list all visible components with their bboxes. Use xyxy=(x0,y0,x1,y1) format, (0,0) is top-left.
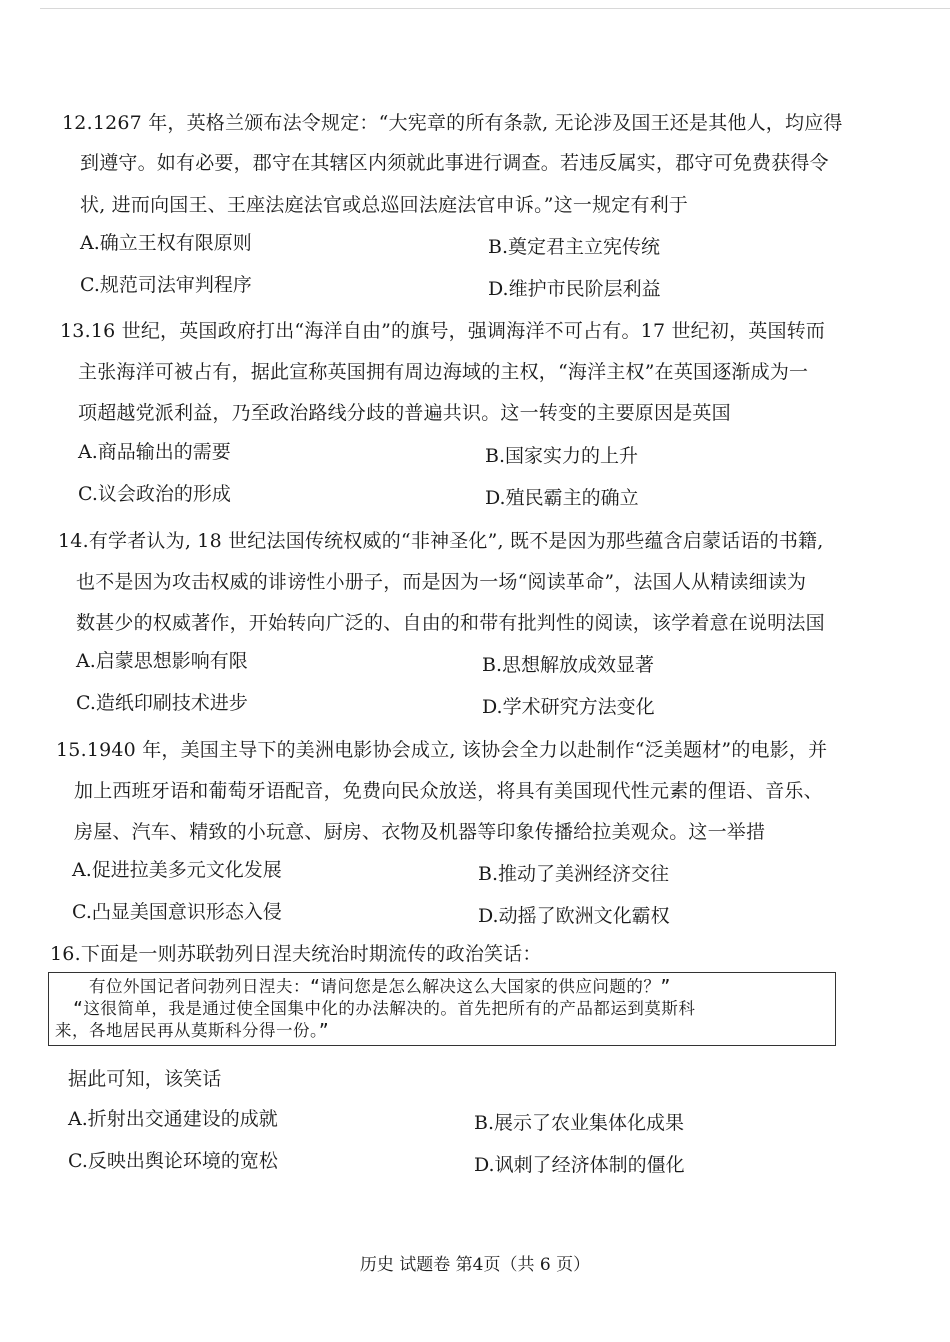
question-stem-line: 主张海洋可被占有，据此宣称英国拥有周边海域的主权，“海洋主权”在英国逐渐成为一 xyxy=(78,361,809,383)
question-stem-line: 据此可知，该笑话 xyxy=(68,1068,222,1090)
option-c: C.造纸印刷技术进步 xyxy=(76,692,248,714)
quote-line: “这很简单，我是通过使全国集中化的办法解决的。首先把所有的产品都运到莫斯科 xyxy=(73,999,696,1018)
question-stem-line: 14.有学者认为, 18 世纪法国传统权威的“非神圣化”, 既不是因为那些蕴含启蒙话语的书籍, xyxy=(58,530,824,552)
option-d: D.维护市民阶层利益 xyxy=(488,278,661,300)
option-b: B.国家实力的上升 xyxy=(485,445,639,467)
question-stem-line: 12.1267 年，英格兰颁布法令规定：“大宪章的所有条款, 无论涉及国王还是其他人，均应得 xyxy=(62,112,843,134)
scan-edge xyxy=(40,8,950,9)
question-stem-line: 15.1940 年，美国主导下的美洲电影协会成立, 该协会全力以赴制作“泛美题材”的电影，并 xyxy=(56,739,828,761)
question-stem-line: 到遵守。如有必要，郡守在其辖区内须就此事进行调查。若违反属实，郡守可免费获得令 xyxy=(80,152,829,174)
option-b: B.推动了美洲经济交往 xyxy=(478,863,670,885)
joke-quote-box xyxy=(48,972,836,1046)
question-stem-line: 13.16 世纪，英国政府打出“海洋自由”的旗号，强调海洋不可占有。17 世纪初，英国转而 xyxy=(60,320,826,342)
option-a: A.启蒙思想影响有限 xyxy=(76,650,248,672)
question-stem-line: 项超越党派利益，乃至政治路线分歧的普遍共识。这一转变的主要原因是英国 xyxy=(78,402,731,424)
page-footer: 历史 试题卷 第4页（共 6 页） xyxy=(359,1255,591,1275)
option-c: C.反映出舆论环境的宽松 xyxy=(68,1150,278,1172)
question-stem-line: 数甚少的权威著作，开始转向广泛的、自由的和带有批判性的阅读，该学着意在说明法国 xyxy=(76,612,825,634)
option-c: C.议会政治的形成 xyxy=(78,483,231,505)
option-a: A.折射出交通建设的成就 xyxy=(68,1108,278,1130)
question-stem-line: 加上西班牙语和葡萄牙语配音，免费向民众放送，将具有美国现代性元素的俚语、音乐、 xyxy=(74,780,823,802)
option-b: B.思想解放成效显著 xyxy=(482,654,655,676)
option-d: D.讽刺了经济体制的僵化 xyxy=(474,1154,685,1176)
option-d: D.动摇了欧洲文化霸权 xyxy=(478,905,670,927)
option-d: D.殖民霸主的确立 xyxy=(485,487,639,509)
option-b: B.展示了农业集体化成果 xyxy=(474,1112,685,1134)
option-a: A.确立王权有限原则 xyxy=(80,232,252,254)
option-d: D.学术研究方法变化 xyxy=(482,696,655,718)
option-a: A.商品输出的需要 xyxy=(78,441,231,463)
quote-line: 有位外国记者问勃列日涅夫：“请问您是怎么解决这么大国家的供应问题的？” xyxy=(89,977,671,996)
quote-line: 来，各地居民再从莫斯科分得一份。” xyxy=(55,1021,330,1040)
question-stem-line: 也不是因为攻击权威的诽谤性小册子，而是因为一场“阅读革命”，法国人从精读细读为 xyxy=(76,571,807,593)
question-stem-line: 房屋、汽车、精致的小玩意、厨房、衣物及机器等印象传播给拉美观众。这一举措 xyxy=(74,821,766,843)
question-stem-line: 状, 进而向国王、王座法庭法官或总巡回法庭法官申诉。”这一规定有利于 xyxy=(80,194,689,216)
option-b: B.奠定君主立宪传统 xyxy=(488,236,661,258)
question-stem-line: 16.下面是一则苏联勃列日涅夫统治时期流传的政治笑话： xyxy=(50,943,542,965)
option-c: C.凸显美国意识形态入侵 xyxy=(72,901,282,923)
option-c: C.规范司法审判程序 xyxy=(80,274,252,296)
option-a: A.促进拉美多元文化发展 xyxy=(72,859,282,881)
